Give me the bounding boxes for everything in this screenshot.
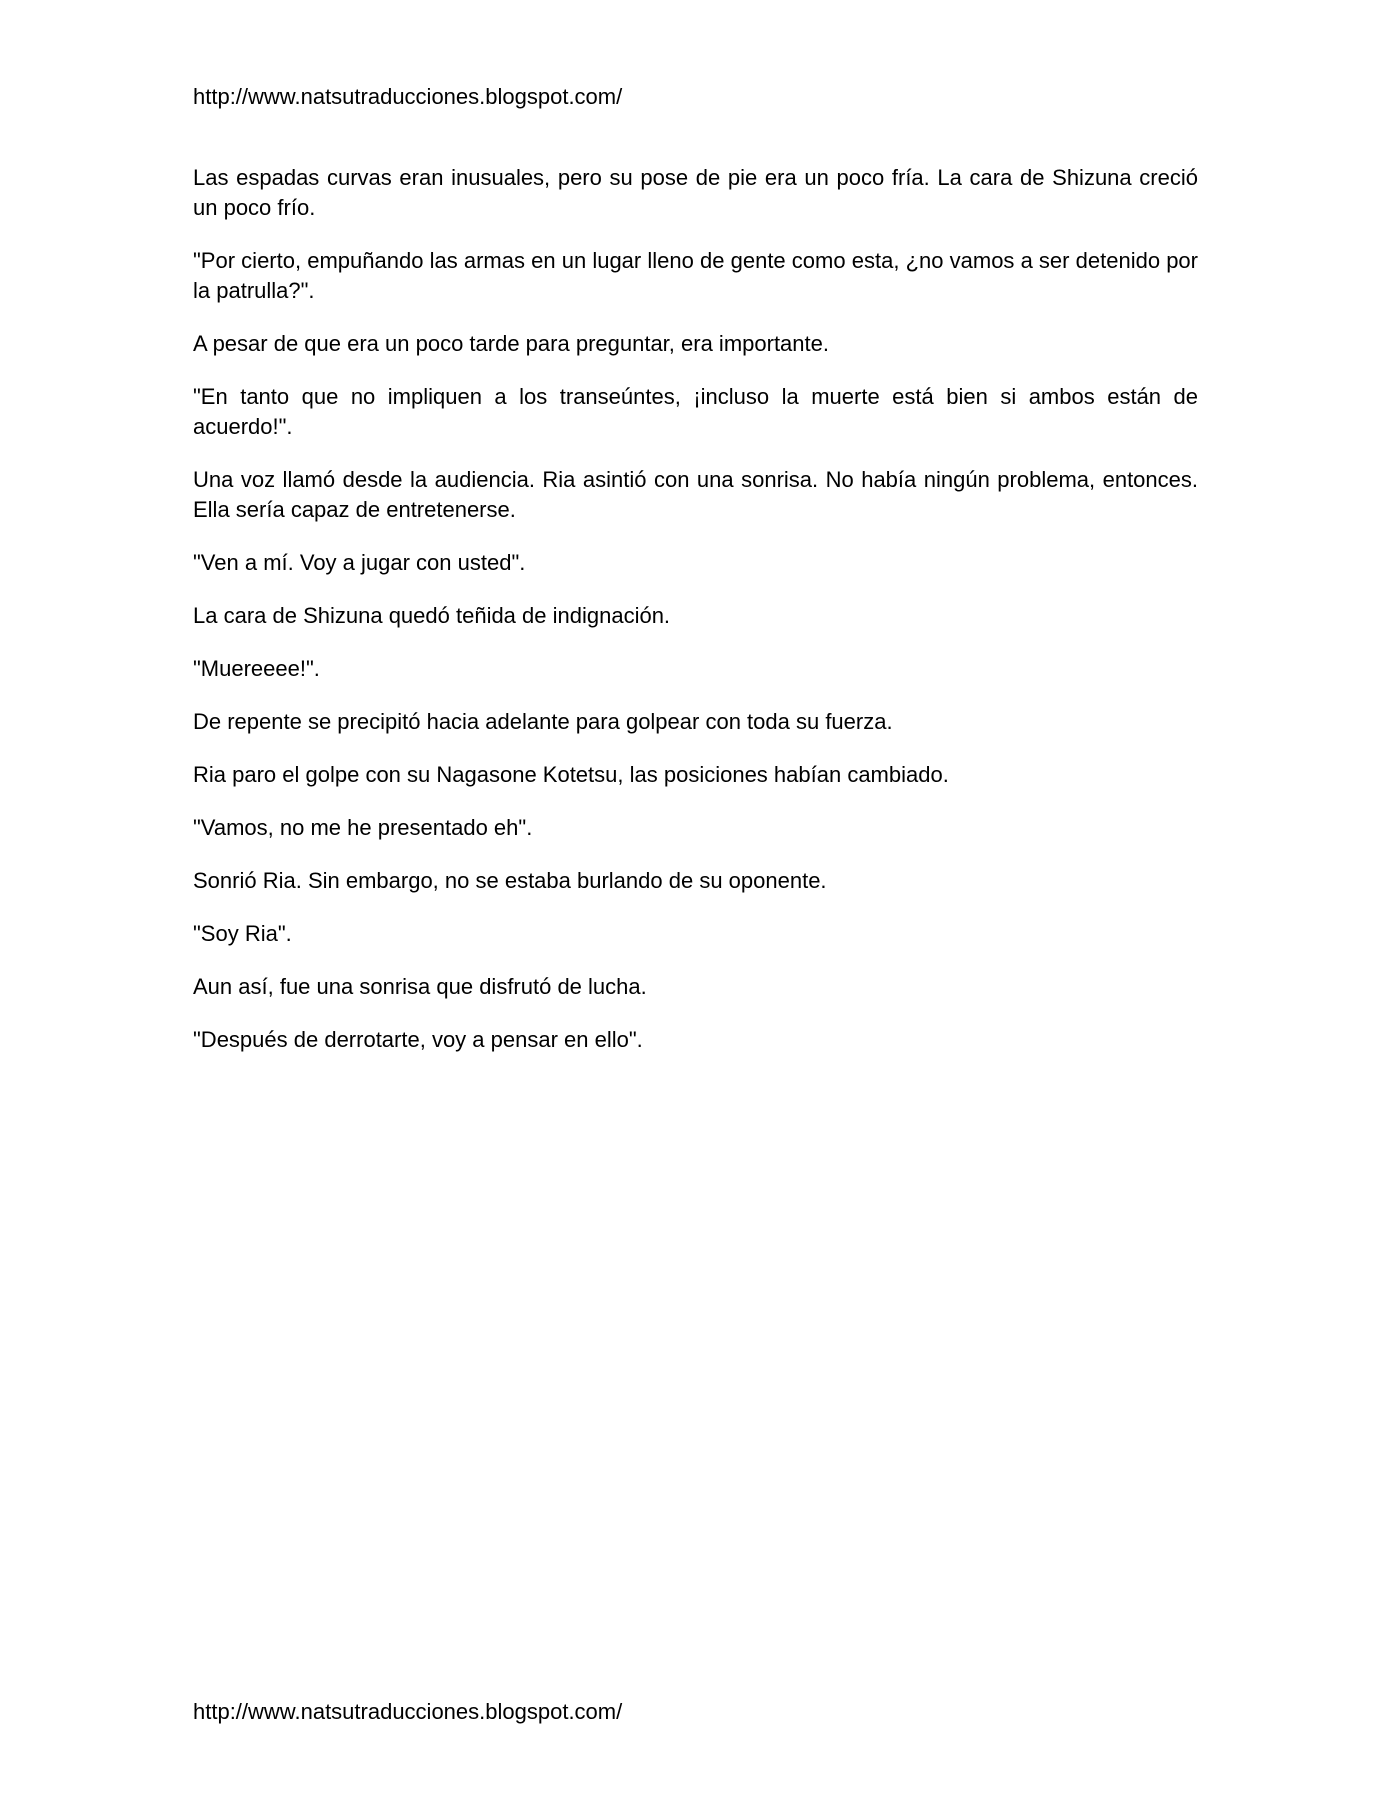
paragraph: "Por cierto, empuñando las armas en un lugar lleno de gente como esta, ¿no vamos a ser detenido por la patrulla?".: [193, 248, 1198, 303]
header-url: http://www.natsutraducciones.blogspot.com/: [193, 84, 623, 109]
paragraph: De repente se precipitó hacia adelante para golpear con toda su fuerza.: [193, 709, 893, 734]
paragraph: "Vamos, no me he presentado eh".: [193, 815, 533, 840]
paragraph: "En tanto que no impliquen a los transeúntes, ¡incluso la muerte está bien si ambos están de acuerdo!".: [193, 384, 1198, 439]
paragraph: Las espadas curvas eran inusuales, pero su pose de pie era un poco fría. La cara de Shizuna creció un poco frío.: [193, 165, 1198, 220]
paragraph: "Ven a mí. Voy a jugar con usted".: [193, 550, 526, 575]
paragraph: Una voz llamó desde la audiencia. Ria asintió con una sonrisa. No había ningún problema, entonces. Ella sería capaz de entretenerse.: [193, 467, 1198, 522]
paragraph: "Soy Ria".: [193, 921, 292, 946]
paragraph: "Muereeee!".: [193, 656, 320, 681]
paragraph: Aun así, fue una sonrisa que disfrutó de lucha.: [193, 974, 647, 999]
paragraph: A pesar de que era un poco tarde para preguntar, era importante.: [193, 331, 829, 356]
paragraph: "Después de derrotarte, voy a pensar en ello".: [193, 1027, 643, 1052]
paragraph: Ria paro el golpe con su Nagasone Kotetsu, las posiciones habían cambiado.: [193, 762, 949, 787]
document-body: [193, 163, 1198, 1078]
footer-url: http://www.natsutraducciones.blogspot.com/: [193, 1699, 623, 1724]
paragraph: La cara de Shizuna quedó teñida de indignación.: [193, 603, 671, 628]
paragraph: Sonrió Ria. Sin embargo, no se estaba burlando de su oponente.: [193, 868, 827, 893]
